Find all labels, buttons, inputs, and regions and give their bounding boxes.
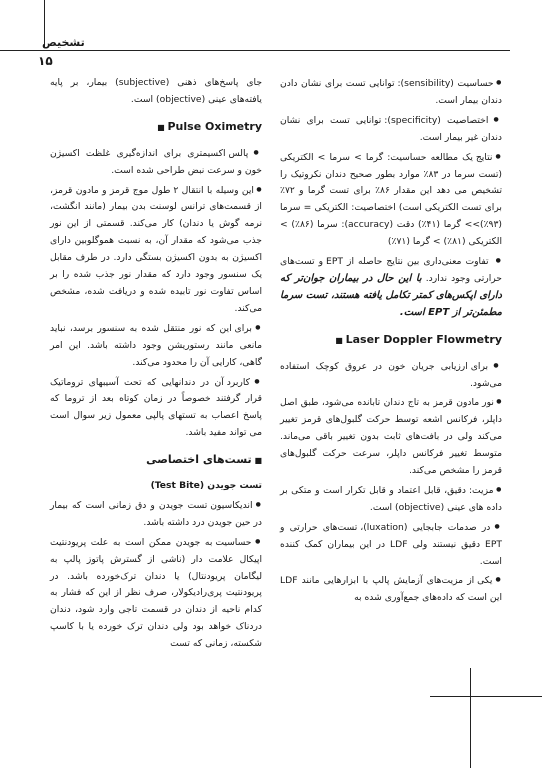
running-header: تشخیص bbox=[42, 36, 85, 49]
header-rule-left bbox=[0, 50, 80, 51]
paragraph-ept-comparison bbox=[280, 253, 502, 322]
paragraph-study-results: ● نتایج یک مطالعه حساسیت: گرما > سرما > الکتریکی (تست سرما در ۸۳٪ موارد بطور صحیح دندان نکروتیک را تشخیص می دهد این مقدار ۸۶٪ برای تست گرما و ۷۲٪ برای تست الکتریکی است) اختصاصیت: الکتریکی = سرما (۹۳٪)>> گرما (۴۱٪) دقت (accuracy): سرما (۸۶٪) > الکتریکی (۸۱٪) > گرما (۷۱٪) bbox=[280, 149, 502, 251]
subheading-bite-test: تست جویدن (Test Bite) bbox=[150, 480, 262, 492]
heading-laser-doppler: ■ Laser Doppler Flowmetry bbox=[280, 332, 502, 350]
paragraph-bite-indication: ● اندیکاسیون تست جویدن و دق زمانی است که بیمار در حین جویدن درد داشته باشد. bbox=[50, 497, 262, 532]
ept-emphasis-text: با این حال در بیماران جوان‌تر که دارای اپکس‌های کمتر تکامل یافته هستند، تست سرما مطمئن‌تر از EPT است. bbox=[280, 272, 502, 318]
paragraph-ldf-principle: ● نور مادون قرمز به تاج دندان تابانده می‌شود، طبق اصل داپلر، فرکانس اشعه توسط حرکت گلبول‌های قرمز تغییر می‌کند ولی در بافت‌های ثابت بدون تغییر باقی می‌ماند. متوسط تغییر فرکانس داپلر، سرعت حرکت گلبول‌های قرمز را مشخص می‌کند. bbox=[280, 394, 502, 480]
paragraph-pulse-mechanism: ● این وسیله با انتقال ۲ طول موج قرمز و مادون قرمز، از قسمت‌های ترانس لوسنت بدن بیمار (مانند انگشت، نرمه گوش یا دندان) کار می‌کند. قسمتی از این نور جذب می‌شود که مقدار آن، به نسبت هموگلوبین دارای اکسیژن به بدون اکسیژن بستگی دارد. در طرف مقابل یک سنسور وجود دارد که مقدار نور جذب شده را بر اساس تفاوت نور تابیده شده و دریافت شده، مشخص می‌کند. bbox=[50, 182, 262, 318]
header-rule bbox=[80, 50, 510, 51]
paragraph-sensitivity: ● حساسیت (sensibility): توانایی تست برای نشان دادن دندان بیمار است. bbox=[280, 75, 502, 110]
paragraph-specificity: ● اختصاصیت (specificity): توانایی تست برای نشان دندان غیر بیمار است. bbox=[280, 112, 502, 147]
right-column bbox=[280, 75, 502, 609]
crop-mark-horizontal bbox=[430, 696, 542, 697]
paragraph-pulse-limitation: ● برای این که نور منتقل شده به سنسور برسد، نباید مانعی مانند رستوریشن وجود داشته باشد. این امر گاهی، کارایی آن را محدود می‌کند. bbox=[50, 320, 262, 372]
crop-mark-vertical bbox=[470, 668, 471, 768]
heading-special-tests: ■ تست‌های اختصاصی bbox=[50, 452, 262, 470]
page-number: ۱۵ bbox=[38, 54, 53, 68]
paragraph-ldf-advantage: ● مزیت: دقیق، قابل اعتماد و قابل تکرار است و متکی بر داده های عینی (objective) است. bbox=[280, 482, 502, 517]
paragraph-pulse-definition: ● پالس اکسیمتری برای اندازه‌گیری غلظت اکسیژن خون و سرعت نبض طراحی شده است. bbox=[50, 145, 262, 180]
paragraph-bite-sensitivity: ● حساسیت به جویدن ممکن است به علت پریودنتیت اپیکال علامت دار (ناشی از گسترش پاتوز پالپ به لیگامان پریودنتال) یا دندان ترک‌خورده باشد. در پریودنتیت پری‌رادیکولار، صرف نظر از این که فشار به کدام ناحیه از دندان در قسمت تاجی وارد شود، دندان دردناک خواهد بود ولی دندان ترک خورده یا با کاسپ شکسته، زمانی که تست bbox=[50, 534, 262, 653]
paragraph-objective-continuation: جای پاسخ‌های ذهنی (subjective) بیمار، بر پایه یافته‌های عینی (objective) است. bbox=[50, 77, 262, 105]
paragraph-pulse-application: ● کاربرد آن در دندانهایی که تحت آسیبهای تروماتیک قرار گرفتند خصوصاً در زمان کوتاه بعد از تروما که پاسخ اعصاب به تستهای پالپی معمول زیر سوال است می تواند مفید باشد. bbox=[50, 374, 262, 443]
paragraph-ldf-usage: ● برای ارزیابی جریان خون در عروق کوچک استفاده می‌شود. bbox=[280, 358, 502, 393]
left-column bbox=[50, 75, 262, 655]
heading-pulse-oximetry: ■ Pulse Oximetry bbox=[50, 119, 262, 137]
paragraph-ldf-luxation: ● در صدمات جابجایی (luxation)، تست‌های حرارتی و EPT دقیق نیستند ولی LDF در این بیماران کمک کننده است. bbox=[280, 519, 502, 571]
paragraph-ldf-benefit: ● یکی از مزیت‌های آزمایش پالپ با ابزارهایی مانند LDF این است که داده‌های جمع‌آوری شده به bbox=[280, 572, 502, 607]
ept-lead-text: تفاوت معنی‌داری بین نتایج حاصله از EPT و تست‌های حرارتی وجود ندارد. bbox=[280, 256, 502, 284]
